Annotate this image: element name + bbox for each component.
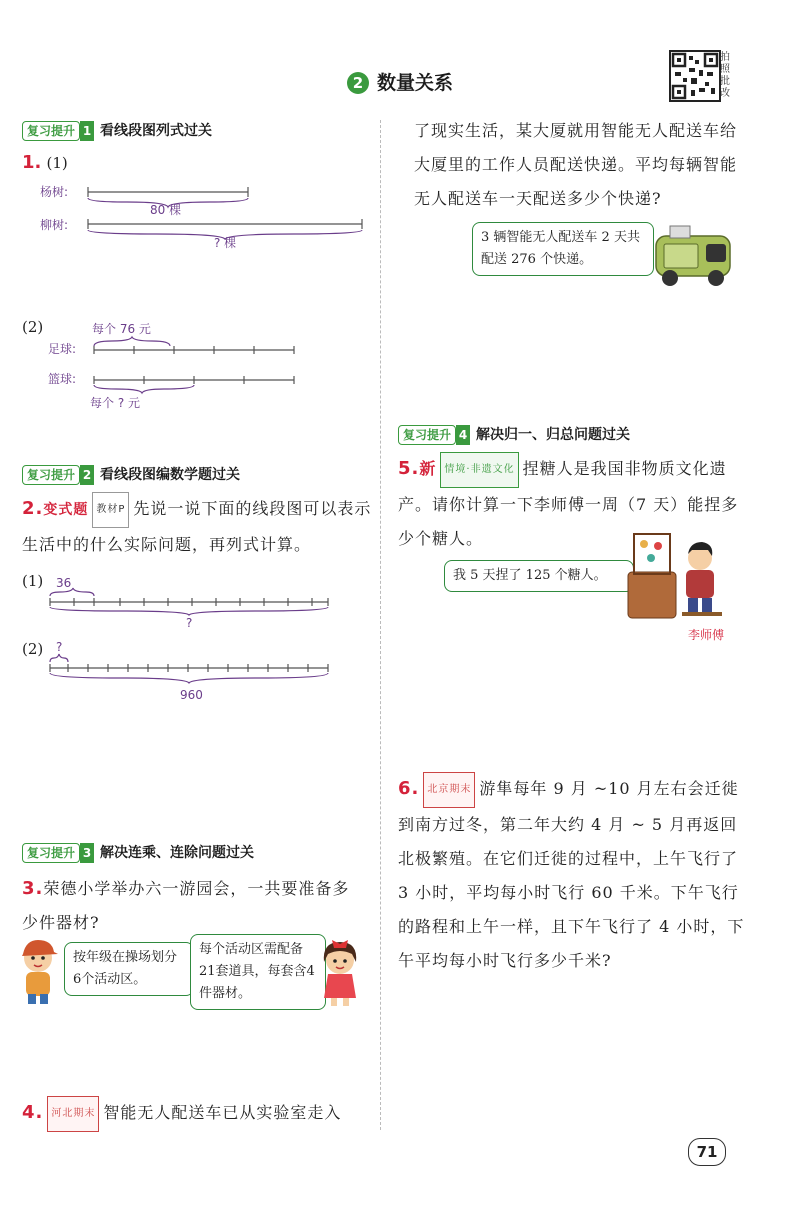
question-number: 3.: [22, 878, 44, 899]
question-number: 2.: [22, 498, 44, 519]
question-text-start: 智能无人配送车已从实验室走入: [103, 1103, 342, 1122]
question-3: [22, 872, 362, 940]
yang-label: 杨树:: [40, 185, 69, 199]
p2-top-value: ?: [56, 640, 63, 654]
girl-illustration: [316, 934, 364, 1008]
section-2-header: [22, 464, 240, 485]
section-number: 1: [80, 121, 94, 141]
football-note: 每个 76 元: [92, 322, 151, 336]
question-text: 先说一说下面的线段图可以表示生活中的什么实际问题，再列式计算。: [22, 499, 372, 554]
column-divider: [380, 120, 381, 1130]
section-number: 2: [80, 465, 94, 485]
part-2-label: (2): [22, 318, 44, 336]
segment-diagram-2: [92, 338, 302, 394]
speech-bubble-delivery: 3 辆智能无人配送车 2 天共配送 276 个快递。: [472, 222, 654, 276]
basketball-label: 篮球:: [48, 372, 77, 386]
question-2: [22, 492, 372, 562]
p2-bottom-value: 960: [180, 688, 203, 702]
speech-bubble-master: 我 5 天捏了 125 个糖人。: [444, 560, 634, 592]
football-label: 足球:: [48, 342, 77, 356]
section-title: 解决归一、归总问题过关: [476, 427, 631, 443]
p1-bottom-value: ?: [186, 616, 193, 630]
qr-code-icon[interactable]: [669, 50, 721, 102]
segment-diagram-4: [48, 654, 338, 690]
section-title: 看线段图编数学题过关: [100, 467, 241, 483]
question-number: 1.: [22, 152, 42, 173]
question-4-continued: 了现实生活，某大厦就用智能无人配送车给大厦里的工作人员配送快递。平均每辆智能无人配送车一天配送多少个快递?: [414, 121, 738, 208]
master-caption: 李师傅: [688, 628, 725, 642]
section-tag: 复习提升: [22, 121, 80, 141]
segment-diagram-3: [48, 588, 338, 618]
basketball-note: 每个 ? 元: [90, 396, 140, 410]
exam-badge: 北京期末: [423, 772, 475, 808]
new-badge: 新: [419, 459, 437, 478]
question-number: 4.: [22, 1102, 44, 1123]
section-1-header: [22, 120, 212, 141]
qr-note: 拍照批改: [720, 52, 730, 99]
sugar-figure-stall-illustration: [624, 528, 734, 626]
part-1-label: (1): [22, 572, 44, 590]
scenario-badge: 情境·非遗文化: [440, 452, 518, 488]
question-6: [398, 772, 746, 978]
section-title: 看线段图列式过关: [100, 123, 213, 139]
delivery-vehicle-illustration: [650, 222, 734, 288]
section-number: 4: [456, 425, 470, 445]
speech-bubble-boy: 按年级在操场划分6个活动区。: [64, 942, 194, 996]
question-text: 捏糖人是我国非物质文化遗产。请你计算一下李师傅一周（7 天）能捏多少个糖人。: [398, 459, 739, 548]
title-number: 2: [347, 72, 369, 94]
exam-badge: 河北期末: [47, 1096, 99, 1132]
section-4-header: [398, 424, 630, 445]
textbook-badge: 教材P: [92, 492, 129, 528]
section-tag: 复习提升: [22, 843, 80, 863]
question-text: 荣德小学举办六一游园会，一共要准备多少件器材?: [22, 879, 350, 932]
page-number: 71: [688, 1138, 726, 1166]
section-tag: 复习提升: [22, 465, 80, 485]
liu-value: ? 棵: [214, 236, 237, 250]
section-3-header: [22, 842, 254, 863]
p1-top-value: 36: [56, 576, 72, 590]
title-text: 数量关系: [376, 72, 453, 94]
question-text: 游隼每年 9 月 ~10 月左右会迁徙到南方过冬，第二年大约 4 月 ~ 5 月再返回北极繁殖。在它们迁徙的过程中，上午飞行了 3 小时，平均每小时飞行 60 千米。下午飞行的路程和上午一样，且下午飞行了 4 小时，下午平均每小时飞行多少千米?: [398, 779, 745, 970]
question-4-start: [22, 1096, 372, 1132]
section-title: 解决连乘、连除问题过关: [100, 845, 255, 861]
question-number: 5.: [398, 458, 420, 479]
question-number: 6.: [398, 778, 420, 799]
boy-illustration: [14, 934, 62, 1006]
section-number: 3: [80, 843, 94, 863]
part-label: (1): [46, 154, 68, 172]
yang-value: 80 棵: [150, 203, 182, 217]
variant-badge: 变式题: [43, 502, 89, 518]
speech-bubble-girl: 每个活动区需配备21套道具，每套含4件器材。: [190, 934, 326, 1010]
part-2-label: (2): [22, 640, 44, 658]
liu-label: 柳树:: [40, 218, 69, 232]
question-1: [22, 152, 68, 173]
section-tag: 复习提升: [398, 425, 456, 445]
